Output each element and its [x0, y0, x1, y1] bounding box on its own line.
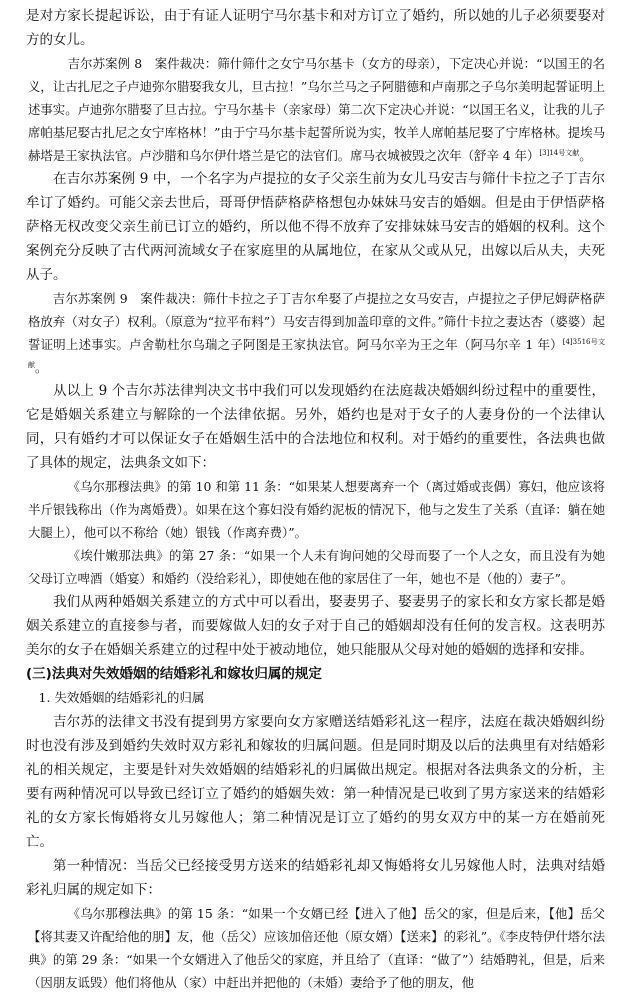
paragraph-case-9-analysis: 在吉尔苏案例 9 中，一个名字为卢提拉的女子父亲生前为女儿马安吉与筛什卡拉之子丁吉尔牟订了婚约。可能父亲去世后，哥哥伊悟萨格萨格想包办妹妹马安吉的婚姻。但是由于伊悟萨格萨格无权改变父亲生前已订立的婚约，所以他不得不放弃了安排妹妹马安吉的婚姻的权利。这个案例充分反映了古代两河流域女子在家庭里的从属地位，在家从父或从兄，出嫁以后从夫，夫死从子。	[26, 171, 605, 283]
footnote-ref: [4]3516号文献	[28, 337, 605, 369]
case-9-text: 吉尔苏案例 9 案件裁决：筛什卡拉之子丁吉尔牟娶了卢提拉之女马安吉，卢提拉之子伊尼姆萨格萨格放弃（对女子）权利。（原意为“拉平布料”）马安吉得到加盖印章的文件。”筛什卡拉之妻达杏（婆婆）起誓证明上述事实。卢舍勒杜尔乌瑞之子阿图是王家执法官。阿马尔辛为王之年（阿马尔辛 1 年）	[28, 291, 605, 352]
case-8-end: 。	[579, 148, 592, 163]
law-quote-ur-nammu-15: 《乌尔那穆法典》的第 15 条：“如果一个女婿已经【进入了他】岳父的家，但是后来，【他】岳父【将其妻又许配给他的朋】友，他（岳父）应该加倍还他（原女婿）【送来】的彩礼”。《李皮特伊什塔尔法典》的第 29 条：“如果一个女婿进入了他岳父的家庭，并且给了（直译：“做了”）结婚聘礼，但是，后来（因朋友诋毁）他们将他从（家）中赶出并把他的（未婚）妻给予了他的朋友，他	[28, 906, 605, 990]
paragraph-conclusion: 我们从两种婚姻关系建立的方式中可以看出，娶妻男子、娶妻男子的家长和女方家长都是婚姻关系建立的直接参与者，而要嫁做人妇的女子对于自己的婚姻却没有任何的发言权。这表明苏美尔的女子在婚姻关系建立的过程中处于被动地位，她只能服从父母对她的婚姻的选择和安排。	[26, 594, 605, 658]
paragraph-summary: 从以上 9 个吉尔苏法律判决文书中我们可以发现婚约在法庭裁决婚姻纠纷过程中的重要性，它是婚姻关系建立与解除的一个法律依据。另外，婚约也是对于女子的人妻身份的一个法律认同，只有婚约才可以保证女子在婚姻生活中的合法地位和权利。对于婚约的重要性，各法典也做了具体的规定，法典条文如下：	[26, 383, 605, 471]
paragraph-continuation: 是对方家长提起诉讼，由于有证人证明宁马尔基卡和对方订立了婚约，所以她的儿子必须要娶对方的女儿。	[26, 8, 605, 48]
law-quote-ur-nammu: 《乌尔那穆法典》的第 10 和第 11 条：“如果某人想要离弃一个（离过婚或丧偶）寡妇，他应该将半斤银钱称出（作为离婚费）。如果在这个寡妇没有婚约泥板的情况下，他与之发生了关系（直译：躺在她大腿上），他可以不称给（她）银钱（作离弃费）”。	[28, 479, 605, 540]
case-9-end: 。	[35, 360, 48, 375]
law-quote-eshnunna: 《埃什嫩那法典》的第 27 条：“如果一个人未有询问她的父母而娶了一个人之女，而且没有为她父母订立啤酒（婚宴）和婚约（没给彩礼），即使她在他的家居住了一年，她也不是（他的）妻子”。	[28, 548, 605, 586]
paragraph-bride-price: 吉尔苏的法律文书没有提到男方家要向女方家赠送结婚彩礼这一程序，法庭在裁决婚姻纠纷时也没有涉及到婚约失效时双方彩礼和嫁妆的归属问题。但是同时期及以后的法典里有对结婚彩礼的相关规定，主要是针对失效婚姻的结婚彩礼的归属做出规定。根据对各法典条文的分析，主要有两种情况可以导致已经订立了婚约的婚姻失效：第一种情况是已收到了男方家送来的结婚彩礼的女方家长悔婚将女儿另嫁他人；第二种情况是订立了婚约的男女双方中的某一方在婚前死亡。	[26, 714, 605, 850]
case-quote-8	[26, 52, 605, 167]
case-8-text: 吉尔苏案例 8 案件裁决：筛什筛什之女宁马尔基卡（女方的母亲），下定决心并说：“以国王的名义，让古扎尼之子卢迪弥尔腊娶我女儿，旦古拉！”乌尔兰马之子阿腊德和卢南那之子乌尔美明起誓证明上述事实。卢迪弥尔腊娶了旦古拉。宁马尔基卡（亲家母）第二次下定决心并说：“以国王名义，让我的儿子席帕基尼娶古扎尼之女宁库格林！”由于宁马尔基卡起誓所说为实，牧羊人席帕基尼娶了宁库格林。提埃马赫塔是王家执法官。卢沙腊和乌尔伊什塔兰是它的法官们。席马衣城被毁之次年（舒辛 4 年）	[28, 56, 605, 163]
subsection-heading: 1. 失效婚姻的结婚彩礼的归属	[38, 690, 205, 705]
footnote-ref: [3]14号文献	[539, 148, 580, 157]
case-quote-9	[26, 287, 605, 379]
paragraph-first-case: 第一种情况：当岳父已经接受男方送来的结婚彩礼却又悔婚将女儿另嫁他人时，法典对结婚彩礼归属的规定如下：	[26, 858, 605, 898]
section-heading: (三)法典对失效婚姻的结婚彩礼和嫁妆归属的规定	[26, 666, 322, 682]
